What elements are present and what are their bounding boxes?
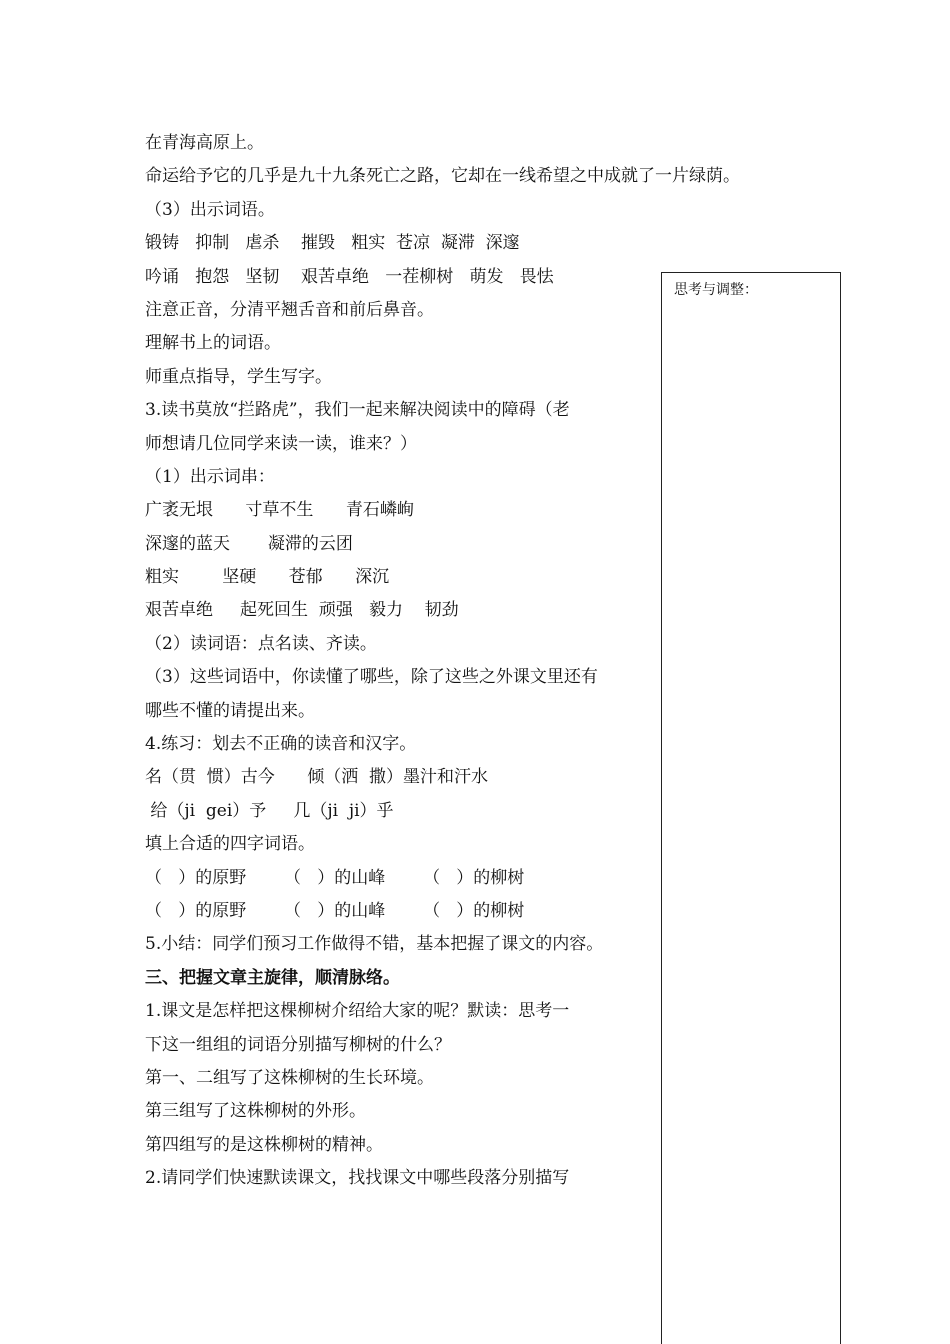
text-line: 给（ji gei）予 几（ji ji）乎 [145, 800, 394, 821]
text-line: 第四组写的是这株柳树的精神。 [145, 1134, 383, 1155]
text-line: 名（贯 惯）古今 倾（洒 撒）墨汁和汗水 [145, 767, 489, 788]
text-line: 锻铸 抑制 虐杀 摧毁 粗实 苍凉 凝滞 深邃 [145, 233, 520, 254]
text-line: 填上合适的四字词语。 [145, 834, 315, 855]
text-line: 在青海高原上。 [145, 133, 264, 153]
text-line: （2）读词语：点名读、齐读。 [145, 633, 377, 654]
text-line: 粗实 坚硬 苍郁 深沉 [145, 567, 390, 588]
text-line: 1.课文是怎样把这棵柳树介绍给大家的呢？默读：思考一 [145, 1001, 570, 1022]
text-line: 第一、二组写了这株柳树的生长环境。 [145, 1067, 434, 1088]
section-heading: 三、把握文章主旋律，顺清脉络。 [145, 967, 400, 988]
text-line: 师想请几位同学来读一读，谁来？） [145, 433, 417, 454]
text-line: 哪些不懂的请提出来。 [145, 700, 315, 721]
text-line: 下这一组组的词语分别描写柳树的什么？ [145, 1034, 451, 1055]
text-line: 广袤无垠 寸草不生 青石嶙峋 [145, 500, 414, 521]
text-line: （3）这些词语中，你读懂了哪些，除了这些之外课文里还有 [145, 667, 598, 688]
text-line: 理解书上的词语。 [145, 333, 281, 354]
text-line: 师重点指导，学生写字。 [145, 366, 332, 387]
text-line: 吟诵 抱怨 坚韧 艰苦卓绝 一茬柳树 萌发 畏怯 [145, 266, 554, 287]
text-line: 命运给予它的几乎是九十九条死亡之路，它却在一线希望之中成就了一片绿荫。 [145, 166, 740, 187]
text-line: （ ）的原野 （ ）的山峰 （ ）的柳树 [145, 867, 525, 888]
text-line: 3.读书莫放“拦路虎”，我们一起来解决阅读中的障碍（老 [145, 400, 570, 421]
text-line: 5.小结：同学们预习工作做得不错，基本把握了课文的内容。 [145, 934, 604, 955]
text-line: 2.请同学们快速默读课文，找找课文中哪些段落分别描写 [145, 1168, 570, 1189]
text-line: 注意正音，分清平翘舌音和前后鼻音。 [145, 299, 434, 320]
text-line: （3）出示词语。 [145, 199, 275, 220]
text-line: 艰苦卓绝 起死回生 顽强 毅力 韧劲 [145, 600, 459, 621]
text-line: 4.练习：划去不正确的读音和汉字。 [145, 734, 417, 755]
text-line: 深邃的蓝天 凝滞的云团 [145, 533, 353, 554]
text-line: 第三组写了这株柳树的外形。 [145, 1101, 366, 1122]
text-line: （1）出示词串： [145, 466, 275, 487]
text-line: （ ）的原野 （ ）的山峰 （ ）的柳树 [145, 900, 525, 921]
reflection-box [661, 272, 841, 1344]
reflection-box-title: 思考与调整： [674, 282, 758, 298]
